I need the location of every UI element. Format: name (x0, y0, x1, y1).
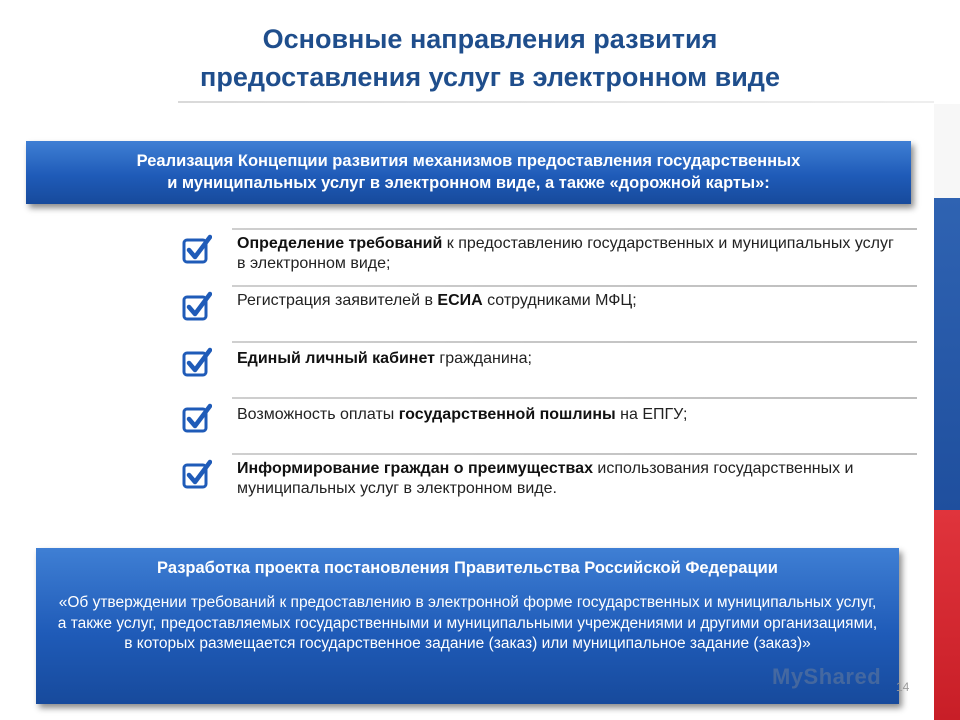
concept-banner-line-1: Реализация Концепции развития механизмов предоставления государственных (136, 152, 801, 170)
flag-white-stripe (934, 104, 960, 198)
checklist-item-rest: сотрудниками МФЦ; (482, 292, 637, 309)
title-divider (178, 101, 934, 103)
watermark-logo: MyShared (772, 664, 882, 689)
checklist-item (182, 453, 917, 509)
checkbox-checked-icon (182, 403, 212, 433)
checklist-item-rest: использования государственных и муниципальных услуг в электронном виде. (237, 460, 854, 497)
checklist-item-text (237, 234, 897, 274)
checklist-item-bold: Определение требований (237, 235, 443, 252)
concept-banner-line-2: и муниципальных услуг в электронном виде, а также «дорожной карты»: (167, 174, 770, 192)
checklist-item-pre: Возможность оплаты (237, 406, 399, 423)
checkbox-checked-icon (182, 291, 212, 321)
checklist-item-rest: на ЕПГУ; (615, 406, 688, 423)
checklist-item (182, 397, 917, 453)
slide-title (100, 20, 880, 96)
row-divider (232, 285, 917, 287)
row-divider (232, 228, 917, 230)
checklist-item-bold: ЕСИА (437, 292, 483, 309)
concept-banner (26, 141, 911, 204)
row-divider (232, 453, 917, 455)
slide-title-line-1: Основные направления развития (262, 24, 718, 54)
slide-title-line-2: предоставления услуг в электронном виде (200, 62, 780, 92)
checklist-item-text (237, 459, 897, 499)
checklist-item (182, 341, 917, 397)
resolution-banner (36, 548, 899, 704)
checklist-item-bold: Информирование граждан о преимуществах (237, 460, 593, 477)
checklist-item-bold: государственной пошлины (398, 406, 616, 423)
row-divider (232, 397, 917, 399)
checkbox-checked-icon (182, 347, 212, 377)
checklist-item-text (237, 291, 897, 311)
flag-red-stripe (934, 510, 960, 720)
checklist-item-rest: гражданина; (434, 350, 532, 367)
resolution-banner-quote: «Об утверждении требований к предоставлению в электронной форме государственных и муниципальных услуг, а также услуг, предоставляемых государственными и муниципальными учреждениями и другими организациями, в которых размещается государственное задание (заказ) или муниципальное задание (заказ)» (57, 594, 878, 652)
checklist-item (182, 285, 917, 341)
checklist-item-pre: Регистрация заявителей в (237, 292, 438, 309)
row-divider (232, 341, 917, 343)
checklist-item-rest: к предоставлению государственных и муниципальных услуг в электронном виде; (237, 235, 894, 272)
flag-blue-stripe (934, 198, 960, 510)
resolution-banner-title: Разработка проекта постановления Правительства Российской Федерации (157, 559, 778, 577)
checkbox-checked-icon (182, 234, 212, 264)
checklist-item-text (237, 349, 897, 369)
page-number: 14 (896, 680, 910, 694)
checklist-item-text (237, 405, 897, 425)
checklist-item-bold: Единый личный кабинет (237, 350, 435, 367)
checkbox-checked-icon (182, 459, 212, 489)
checklist-item (182, 228, 917, 284)
